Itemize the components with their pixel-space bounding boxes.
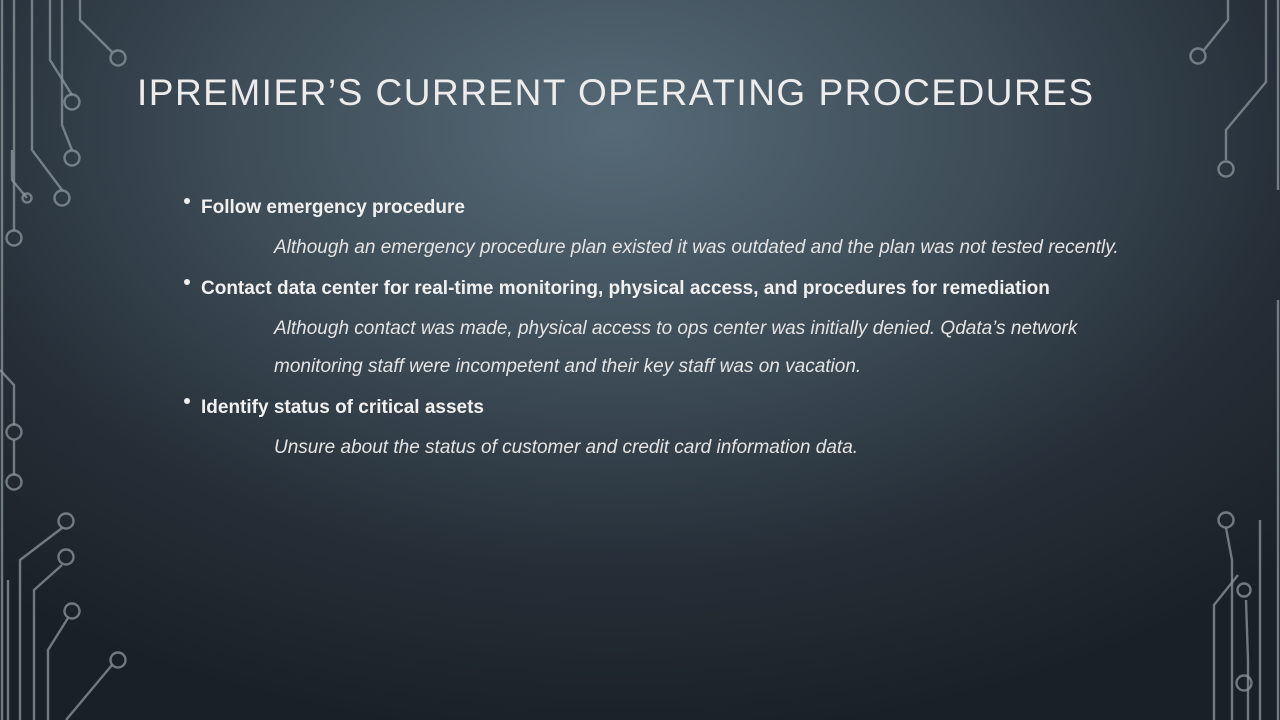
circuit-trace <box>1214 575 1238 720</box>
circuit-node <box>7 425 22 440</box>
circuit-trace <box>48 618 68 720</box>
circuit-node <box>59 514 74 529</box>
bullet-dot-icon <box>184 398 190 404</box>
bullet-item <box>180 270 1160 386</box>
bullet-heading: Identify status of critical assets <box>201 397 484 418</box>
circuit-trace <box>1246 600 1248 720</box>
circuit-node <box>1191 49 1206 64</box>
bullet-detail: Unsure about the status of customer and credit card information data. <box>274 437 859 458</box>
circuit-trace <box>20 528 62 720</box>
circuit-node <box>1219 162 1234 177</box>
circuit-node <box>111 653 126 668</box>
slide-title: IPREMIER’S CURRENT OPERATING PROCEDURES <box>137 72 1095 113</box>
bullet-dot-icon <box>184 279 190 285</box>
circuit-node <box>65 604 80 619</box>
circuit-node <box>55 191 70 206</box>
circuit-node <box>7 475 22 490</box>
circuit-trace <box>1204 0 1228 50</box>
circuit-node <box>65 151 80 166</box>
bullet-heading: Contact data center for real-time monitoring, physical access, and procedures for remediation <box>201 278 1050 299</box>
circuit-node <box>65 95 80 110</box>
circuit-node <box>1237 676 1252 691</box>
circuit-trace <box>32 0 62 190</box>
circuit-node <box>1219 513 1234 528</box>
circuit-node <box>59 550 74 565</box>
circuit-trace <box>1226 0 1266 160</box>
circuit-node <box>111 51 126 66</box>
bullet-list <box>180 190 1160 471</box>
circuit-decoration-left <box>0 0 160 720</box>
circuit-trace <box>66 665 112 720</box>
circuit-node <box>7 231 22 246</box>
bullet-item <box>180 389 1160 467</box>
circuit-trace <box>62 0 72 150</box>
bullet-detail: Although contact was made, physical access to ops center was initially denied. Qdata’s network monitoring staff were incompetent and their key staff was on vacation. <box>274 318 1078 377</box>
bullet-heading: Follow emergency procedure <box>201 197 465 218</box>
circuit-trace <box>1226 528 1232 720</box>
bullet-detail: Although an emergency procedure plan existed it was outdated and the plan was not tested recently. <box>274 237 1119 258</box>
circuit-node <box>1238 584 1251 597</box>
bullet-dot-icon <box>184 198 190 204</box>
bullet-item <box>180 189 1160 267</box>
circuit-trace <box>80 0 112 52</box>
